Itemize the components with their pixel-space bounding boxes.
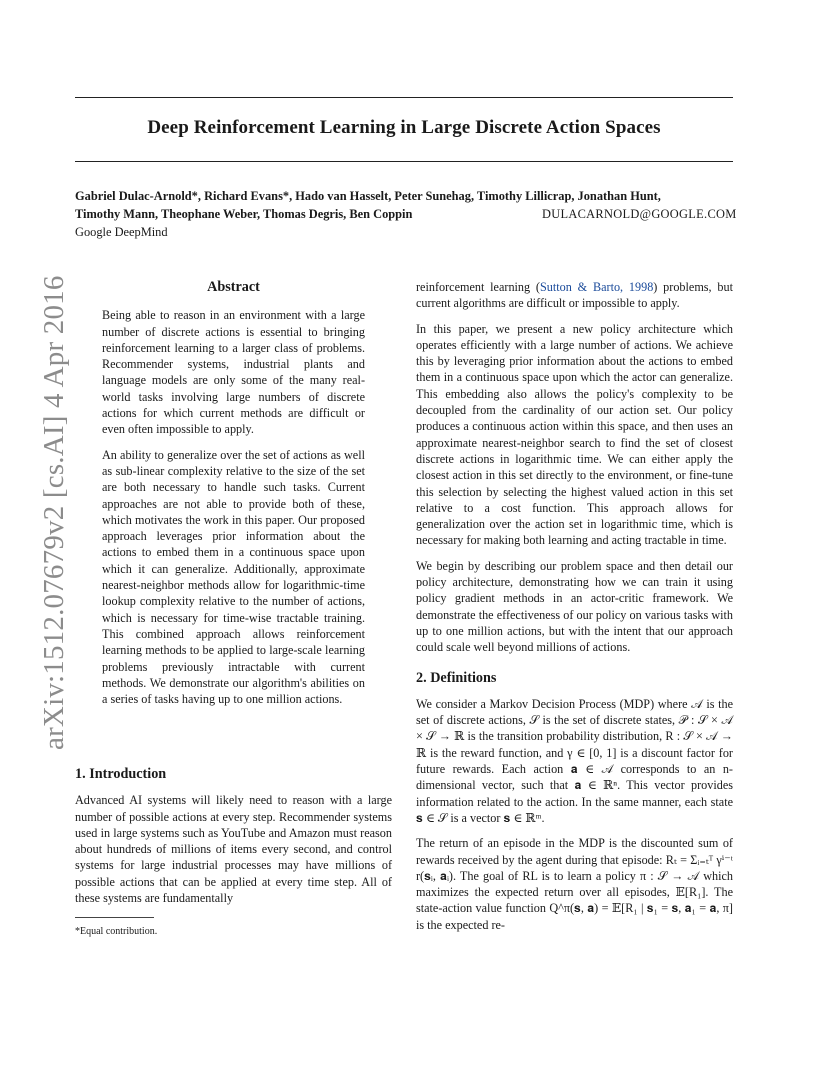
affiliation: Google DeepMind: [75, 225, 168, 239]
right-paragraph-3: We begin by describing our problem space and then detail our policy architecture, demonstrating how we can train it using policy gradient methods in an actor-critic framework. We demonstrate the effectiveness of our policy on various tasks with up to one million actions, but with the intent that our approach could scale well beyond millions of actions.: [416, 558, 733, 655]
right-paragraph-2: In this paper, we present a new policy architecture which operates efficiently with a large number of actions. We achieve this by leveraging prior information about the actions to embed them in a continuous space upon which the actor can generalize. This embedding also allows the policy's complexity to be decoupled from the cardinality of our action set. Our policy produces a continuous action within this space, and then uses an approximate nearest-neighbor search to find the set of closest discrete actions in logarithmic time. We can either apply the closest action in this set directly to the environment, or fine-tune this selection by selecting the highest valued action in this set relative to a cost function. This approach allows for generalization over the action set in logarithmic time, which is necessary for making both learning and acting tractable in time.: [416, 321, 733, 548]
abstract-heading: Abstract: [207, 279, 260, 295]
footnote-rule: [75, 917, 154, 918]
contact-email: DULACARNOLD@GOOGLE.COM: [542, 207, 737, 221]
continued-paragraph: [416, 279, 733, 312]
definitions-heading: 2. Definitions: [416, 669, 497, 686]
definitions-paragraph-2: The return of an episode in the MDP is the discounted sum of rewards received by the agent during that episode: Rₜ = Σᵢ₌ₜᵀ γⁱ⁻ᵗ r(𝐬ᵢ, 𝐚ᵢ). The goal of RL is to learn a policy π : 𝒮 → 𝒜 which maximizes the expected return over all episodes, 𝔼[R₁]. The state-action value function Q^π(𝐬, 𝐚) = 𝔼[R₁ | 𝐬₁ = 𝐬, 𝐚₁ = 𝐚, π] is the expected re-: [416, 836, 733, 932]
abstract-paragraph-2: An ability to generalize over the set of actions as well as sub-linear complexity relative to the size of the set are both necessary to handle such tasks. Current approaches are not able to provide both of these, which motivates the work in this paper. Our proposed approach leverages prior information about the actions to embed them in a continuous space upon which it can generalize. Additionally, approximate nearest-neighbor methods allow for logarithmic-time lookup complexity relative to the number of actions, which is necessary for time-wise tractable training. This combined approach allows reinforcement learning methods to be applied to large-scale learning problems previously intractable with current methods. We demonstrate our algorithm's abilities on a series of tasks having up to one million actions.: [102, 447, 365, 707]
paper-title: Deep Reinforcement Learning in Large Discrete Action Spaces: [147, 117, 661, 138]
continued-text-end: ) problems, but current algorithms are difficult or impossible to apply.: [416, 280, 733, 311]
authors-line-2: Timothy Mann, Theophane Weber, Thomas Degris, Ben Coppin: [75, 206, 413, 221]
abstract-paragraph-1: Being able to reason in an environment with a large number of discrete actions is essential to bringing reinforcement learning to a larger class of problems. Recommender systems, industrial plants and language models are only some of the many real-world tasks involving large numbers of discrete actions for which current methods are difficult or even often impossible to apply.: [102, 308, 365, 437]
citation-link[interactable]: Sutton & Barto, 1998: [540, 280, 654, 294]
introduction-paragraph-1: Advanced AI systems will likely need to reason with a large number of possible actions at every step. Recommender systems used in large systems such as YouTube and Amazon must reason about hundreds of millions of items every second, and control systems for large industrial processes may have millions of possible actions that can be applied at every time step. All of these systems are fundamentally: [75, 793, 392, 906]
introduction-heading: 1. Introduction: [75, 766, 167, 782]
introduction-section: [75, 766, 392, 915]
right-column: [416, 279, 733, 942]
title-rule: [75, 161, 733, 162]
footnote: *Equal contribution.: [75, 926, 158, 937]
definitions-paragraph-1: We consider a Markov Decision Process (MDP) where 𝒜 is the set of discrete actions, 𝒮 is the set of discrete states, 𝒫 : 𝒮 × 𝒜 × 𝒮 → ℝ is the transition probability distribution, R : 𝒮 × 𝒜 → ℝ is the reward function, and γ ∈ [0, 1] is a discount factor for future rewards. Each action 𝐚 ∈ 𝒜 corresponds to an n-dimensional vector, such that 𝐚 ∈ ℝⁿ. This vector provides information related to the action. In the same manner, each state 𝐬 ∈ 𝒮 is a vector 𝐬 ∈ ℝᵐ.: [416, 696, 733, 825]
arxiv-identifier: arXiv:1512.07679v2 [cs.AI] 4 Apr 2016: [38, 275, 70, 750]
continued-text-start: reinforcement learning (: [416, 280, 540, 294]
abstract-section: [102, 279, 365, 716]
top-rule: [75, 97, 733, 98]
authors-line-1: Gabriel Dulac-Arnold*, Richard Evans*, Hado van Hasselt, Peter Sunehag, Timothy Lillicrap, Jonathan Hunt,: [75, 189, 661, 203]
